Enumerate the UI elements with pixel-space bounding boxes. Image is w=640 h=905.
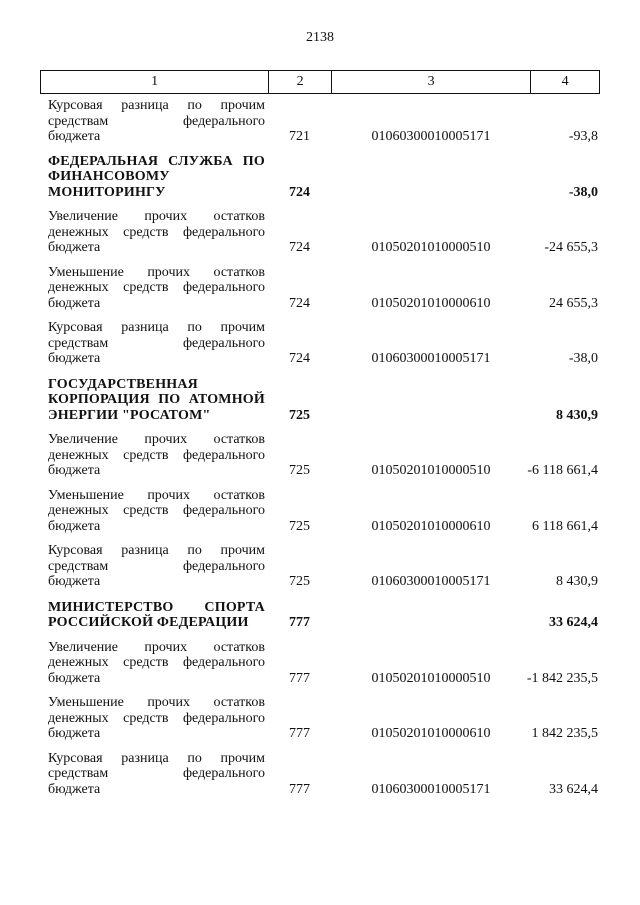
table-row [40,209,600,256]
row-description-line: бюджета [48,518,101,534]
budget-classification-code: 01050201010000510 [371,240,491,255]
row-description-line: бюджета [48,351,101,366]
row-description-line: КОРПОРАЦИЯ ПО АТОМНОЙ [48,392,265,407]
table-row [40,751,600,798]
budget-table [40,70,600,797]
row-description-line: бюджета [48,781,101,797]
row-description [40,432,265,479]
amount: -38,0 [568,184,598,200]
column-header-4: 4 [530,71,599,93]
row-description-line: ФЕДЕРАЛЬНАЯ СЛУЖБА ПО [48,153,265,169]
amount: 33 624,4 [549,781,598,797]
admin-code: 725 [289,574,310,589]
row-description-line: бюджета [48,129,101,144]
row-description-line: Курсовая разница по прочим [48,98,265,113]
row-description-line: Увеличение прочих остатков [48,432,265,447]
budget-classification-code: 01060300010005171 [371,129,491,144]
amount: -24 655,3 [544,240,598,255]
row-description-line: бюджета [48,670,101,686]
admin-code: 777 [289,726,310,741]
row-description [40,265,265,312]
page-number: 2138 [306,30,334,45]
row-description-line: денежных средств федерального [48,710,265,726]
table-row [40,320,600,367]
admin-code: 724 [289,240,310,255]
admin-code: 725 [289,463,310,478]
row-description-line: средствам федерального [48,766,265,781]
row-description-line: средствам федерального [48,335,265,351]
row-description-line: бюджета [48,574,101,589]
row-description [40,154,265,201]
column-header-2: 2 [268,71,331,93]
amount: 33 624,4 [549,615,598,630]
row-description-line: бюджета [48,240,101,255]
amount: -38,0 [568,351,598,366]
row-description-line: ФИНАНСОВОМУ [48,169,170,184]
row-description-line: РОССИЙСКОЙ ФЕДЕРАЦИИ [48,615,249,630]
amount: -1 842 235,5 [526,670,598,686]
row-description-line: средствам федерального [48,113,265,129]
budget-classification-code: 01050201010000610 [371,295,491,311]
table-row [40,543,600,590]
row-description-line: бюджета [48,726,101,741]
amount: 8 430,9 [556,407,598,423]
row-description-line: денежных средств федерального [48,280,265,295]
admin-code: 724 [289,295,310,311]
row-description-line: Уменьшение прочих остатков [48,487,265,503]
amount: 1 842 235,5 [531,726,598,741]
section-row [40,377,600,424]
row-description-line: денежных средств федерального [48,224,265,240]
table-row [40,640,600,687]
table-row [40,98,600,145]
row-description-line: денежных средств федерального [48,447,265,463]
row-description [40,640,265,687]
budget-classification-code: 01060300010005171 [371,574,491,589]
amount: 6 118 661,4 [532,518,598,534]
admin-code: 725 [289,518,310,534]
table-header [40,70,600,94]
admin-code: 777 [289,670,310,686]
row-description [40,695,265,742]
table-body [40,98,600,797]
row-description [40,543,265,590]
row-description-line: ГОСУДАРСТВЕННАЯ [48,376,198,392]
row-description-line: Курсовая разница по прочим [48,750,265,766]
row-description-line: МИНИСТЕРСТВО СПОРТА [48,599,265,615]
table-row [40,695,600,742]
row-description-line: Увеличение прочих остатков [48,639,265,655]
row-description [40,751,265,798]
admin-code: 721 [289,129,310,144]
amount: -93,8 [568,129,598,144]
column-header-1: 1 [151,74,159,89]
table-row [40,265,600,312]
row-description-line: Уменьшение прочих остатков [48,695,265,710]
row-description-line: ЭНЕРГИИ "РОСАТОМ" [48,407,211,423]
section-row [40,154,600,201]
row-description [40,320,265,367]
admin-code: 724 [289,184,310,200]
table-row [40,432,600,479]
amount: 24 655,3 [549,295,598,311]
admin-code: 724 [289,351,310,366]
budget-classification-code: 01050201010000610 [371,518,491,534]
amount: 8 430,9 [556,574,598,589]
row-description [40,600,265,631]
amount: -6 118 661,4 [527,463,598,478]
budget-classification-code: 01060300010005171 [371,781,491,797]
row-description [40,377,265,424]
row-description-line: Уменьшение прочих остатков [48,264,265,280]
budget-classification-code: 01050201010000610 [371,726,491,741]
admin-code: 777 [289,615,310,630]
row-description-line: денежных средств федерального [48,655,265,670]
row-description-line: Курсовая разница по прочим [48,320,265,335]
row-description-line: бюджета [48,295,101,311]
row-description-line: Увеличение прочих остатков [48,209,265,224]
row-description [40,488,265,535]
admin-code: 725 [289,407,310,423]
column-header-3: 3 [331,71,530,93]
table-row [40,488,600,535]
budget-classification-code: 01050201010000510 [371,670,491,686]
row-description-line: Курсовая разница по прочим [48,543,265,558]
section-row [40,600,600,631]
row-description-line: денежных средств федерального [48,503,265,518]
budget-classification-code: 01050201010000510 [371,463,491,478]
row-description-line: средствам федерального [48,558,265,574]
row-description-line: бюджета [48,463,101,478]
row-description [40,98,265,145]
budget-classification-code: 01060300010005171 [371,351,491,366]
admin-code: 777 [289,781,310,797]
row-description [40,209,265,256]
row-description-line: МОНИТОРИНГУ [48,184,166,200]
